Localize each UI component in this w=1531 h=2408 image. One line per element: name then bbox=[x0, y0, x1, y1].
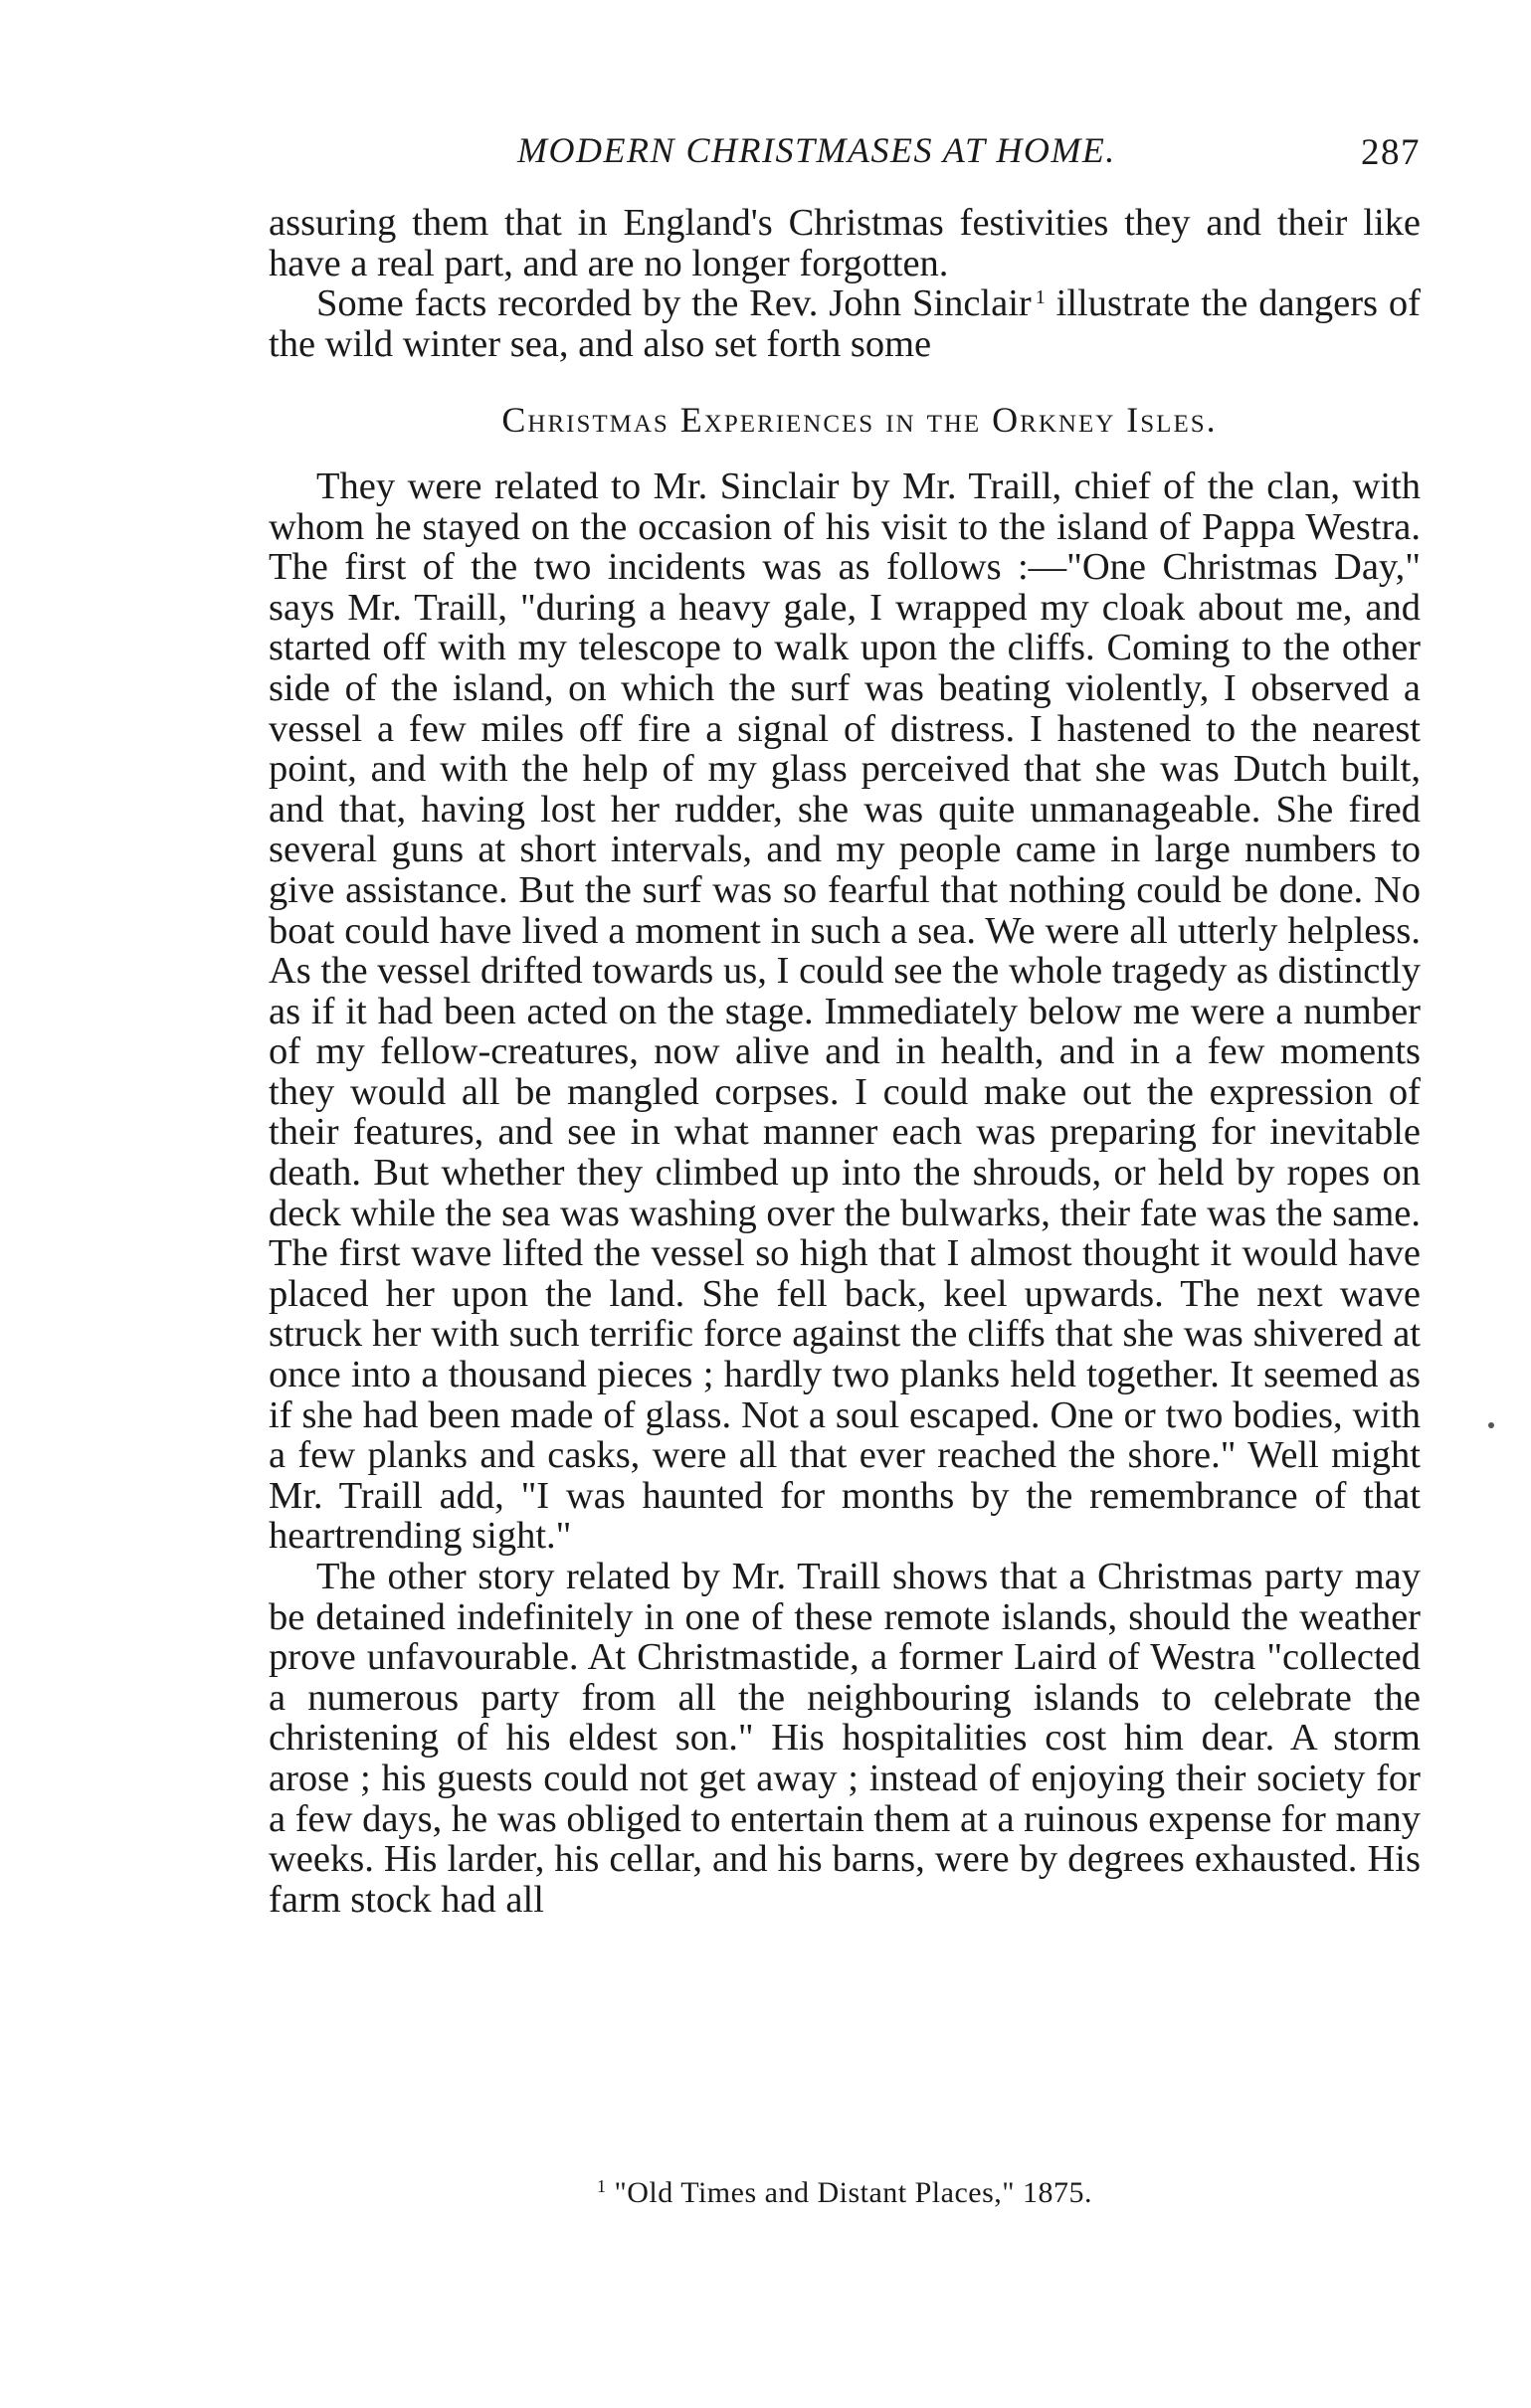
footnote bbox=[269, 2176, 1421, 2210]
running-title: MODERN CHRISTMASES AT HOME. bbox=[517, 130, 1116, 170]
page-number: 287 bbox=[1361, 132, 1421, 173]
section-heading: Christmas Experiences in the Orkney Isles. bbox=[501, 400, 1218, 441]
footnote-mark: 1 bbox=[597, 2176, 607, 2196]
footnote-text: "Old Times and Distant Places," 1875. bbox=[614, 2176, 1092, 2209]
paragraph-sinclair bbox=[269, 283, 1421, 364]
body-text bbox=[269, 203, 1421, 1920]
paragraph-continuation: assuring them that in England's Christmas festivities they and their like have a real part, and are no longer forgotten. bbox=[269, 202, 1421, 284]
running-head bbox=[269, 129, 1421, 189]
margin-speck bbox=[1488, 1422, 1494, 1428]
paragraph-sinclair-rest: illustrate the dangers of the wild winter sea, and also set forth some bbox=[269, 282, 1421, 365]
footnote-reference: 1 bbox=[1035, 286, 1046, 309]
paragraph-sinclair-lead: Some facts recorded by the Rev. John Sinclair bbox=[316, 282, 1032, 325]
paragraph-westra-christening: The other story related by Mr. Traill shows that a Christmas party may be detained indefinitely in one of these remote islands, should the weather prove unfavourable. At Christmastide, a former Laird of Westra "collected a numerous party from all the neighbouring islands to celebrate the christening of his eldest son." His hospitalities cost him dear. A storm arose ; his guests could not get away ; instead of enjoying their society for a few days, he was obliged to entertain them at a ruinous expense for many weeks. His larder, his cellar, and his barns, were by degrees exhausted. His farm stock had all bbox=[269, 1556, 1421, 1921]
book-page bbox=[269, 129, 1421, 2209]
paragraph-traill-shipwreck: They were related to Mr. Sinclair by Mr. Traill, chief of the clan, with whom he stayed on the occasion of his visit to the island of Pappa Westra. The first of the two incidents was as follows :—"One Christmas Day," says Mr. Traill, "during a heavy gale, I wrapped my cloak about me, and started off with my telescope to walk upon the cliffs. Coming to the other side of the island, on which the surf was beating violently, I observed a vessel a few miles off fire a signal of distress. I hastened to the nearest point, and with the help of my glass perceived that she was Dutch built, and that, having lost her rudder, she was quite unmanageable. She fired several guns at short intervals, and my people came in large numbers to give assistance. But the surf was so fearful that nothing could be done. No boat could have lived a moment in such a sea. We were all utterly helpless. As the vessel drifted towards us, I could see the whole tragedy as distinctly as if it had been acted on the stage. Immediately below me were a number of my fellow-creatures, now alive and in health, and in a few moments they would all be mangled corpses. I could make out the expression of their features, and see in what manner each was preparing for inevitable death. But whether they climbed up into the shrouds, or held by ropes on deck while the sea was washing over the bulwarks, their fate was the same. The first wave lifted the vessel so high that I almost thought it would have placed her upon the land. She fell back, keel upwards. The next wave struck her with such terrific force against the cliffs that she was shivered at once into a thousand pieces ; hardly two planks held together. It seemed as if she had been made of glass. Not a soul escaped. One or two bodies, with a few planks and casks, were all that ever reached the shore." Well might Mr. Traill add, "I was haunted for months by the remembrance of that heartrending sight." bbox=[269, 464, 1421, 1558]
